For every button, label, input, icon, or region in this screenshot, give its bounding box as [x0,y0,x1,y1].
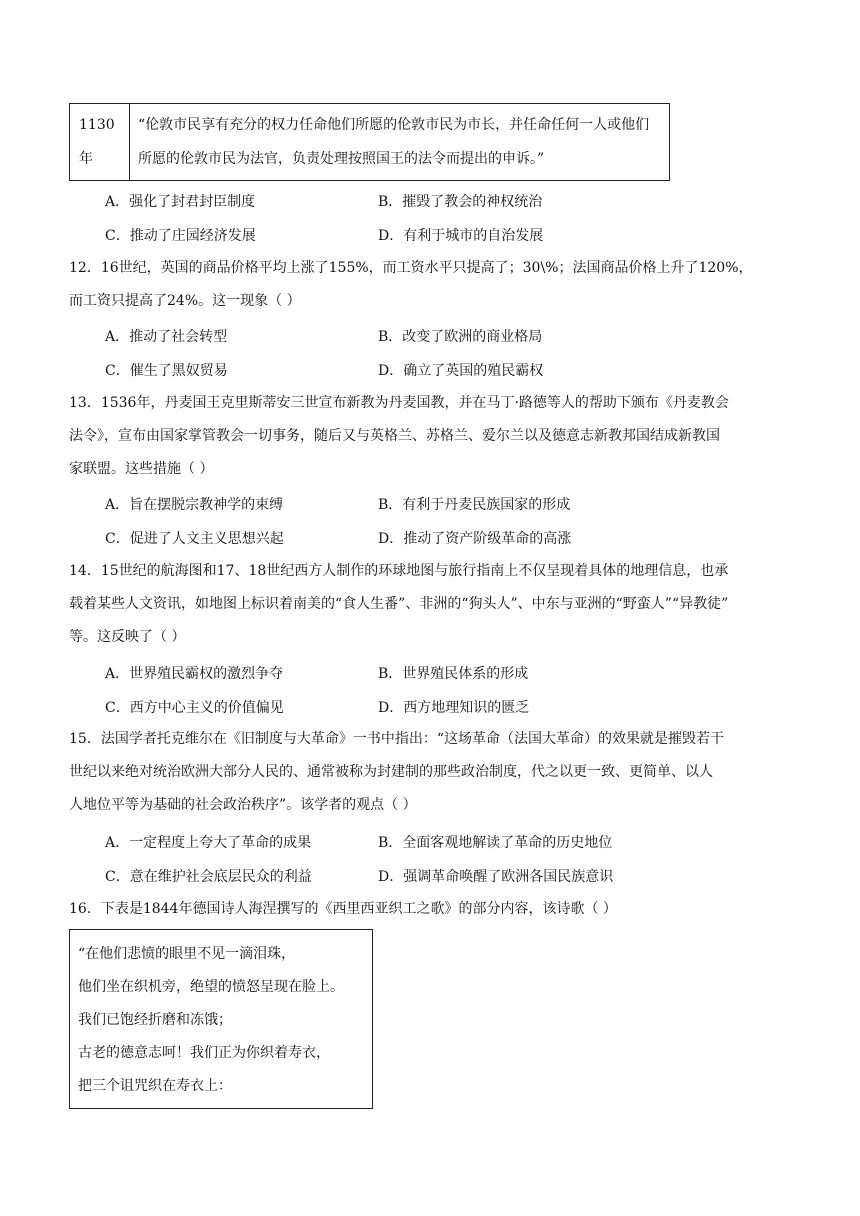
poem-excerpt-box [69,929,373,1109]
question-15-line: 15．法国学者托克维尔在《旧制度与大革命》一书中指出：“这场革命（法国大革命）的效果就是摧毁若干 [69,731,724,747]
q14-option-a[interactable]: A．世界殖民霸权的激烈争夺 [105,666,284,682]
question-12-stem [69,252,789,318]
question-14-stem [69,555,789,654]
q14-option-d[interactable]: D．西方地理知识的匮乏 [378,700,530,716]
question-16-line: 16．下表是1844年德国诗人海涅撰写的《西里西亚织工之歌》的部分内容，该诗歌（ ） [69,901,617,917]
poem-line: 把三个诅咒织在寿衣上： [78,1078,232,1094]
question-13-line: 家联盟。这些措施（ ） [69,461,214,477]
q11-option-b[interactable]: B．摧毁了教会的神权统治 [378,194,543,210]
question-12-line: 12．16世纪，英国的商品价格平均上涨了155%，而工资水平只提高了；30\%；法国商品价格上升了120%， [69,260,753,276]
poem-line: 我们已饱经折磨和冻饿； [78,1012,232,1028]
q12-option-c[interactable]: C．催生了黑奴贸易 [105,363,228,379]
q15-option-c[interactable]: C．意在维护社会底层民众的利益 [105,869,312,885]
poem-line: 他们坐在织机旁，绝望的愤怒呈现在脸上。 [78,979,344,995]
question-13-stem [69,387,789,486]
q13-option-b[interactable]: B．有利于丹麦民族国家的形成 [378,497,571,513]
q13-option-c[interactable]: C．促进了人文主义思想兴起 [105,531,284,547]
question-14-line: 载着某些人文资讯，如地图上标识着南美的“食人生番”、非洲的“狗头人”、中东与亚洲的“野蛮人”“异教徒” [69,596,729,612]
question-15-line: 人地位平等为基础的社会政治秩序”。该学者的观点（ ） [69,797,417,813]
q13-option-d[interactable]: D．推动了资产阶级革命的高涨 [378,531,572,547]
table-quote-cell: “伦敦市民享有充分的权力任命他们所愿的伦敦市民为市长，并任命任何一人或他们所愿的伦敦市民为法官，负责处理按照国王的法令而提出的申诉。” [130,104,670,181]
q14-option-c[interactable]: C．西方中心主义的价值偏见 [105,700,284,716]
question-14-line: 14．15世纪的航海图和17、18世纪西方人制作的环球地图与旅行指南上不仅呈现着具体的地理信息，也承 [69,563,729,579]
question-15-stem [69,723,789,822]
q13-option-a[interactable]: A．旨在摆脱宗教神学的束缚 [105,497,284,513]
q12-option-d[interactable]: D．确立了英国的殖民霸权 [378,363,544,379]
q11-option-d[interactable]: D．有利于城市的自治发展 [378,228,544,244]
question-15-line: 世纪以来绝对统治欧洲大部分人民的、通常被称为封建制的那些政治制度，代之以更一致、更简单、以人 [69,764,713,780]
q15-option-a[interactable]: A．一定程度上夸大了革命的成果 [105,835,312,851]
poem-line: “在他们悲愤的眼里不见一滴泪珠， [78,946,296,962]
q15-option-b[interactable]: B．全面客观地解读了革命的历史地位 [378,835,613,851]
q11-option-a[interactable]: A．强化了封君封臣制度 [105,194,256,210]
q12-option-a[interactable]: A．推动了社会转型 [105,329,228,345]
question-13-line: 法令》，宣布由国家掌管教会一切事务，随后又与英格兰、苏格兰、爱尔兰以及德意志新教邦国结成新教国 [69,428,720,444]
table-year-cell: 1130年 [70,104,130,181]
q14-option-b[interactable]: B．世界殖民体系的形成 [378,666,529,682]
question-14-line: 等。这反映了（ ） [69,629,186,645]
q11-option-c[interactable]: C．推动了庄园经济发展 [105,228,256,244]
poem-line: 古老的德意志呵！我们正为你织着寿衣， [78,1045,330,1061]
question-12-line: 而工资只提高了24%。这一现象（ ） [69,293,301,309]
question-16-stem [69,893,789,926]
q15-option-d[interactable]: D．强调革命唤醒了欧洲各国民族意识 [378,869,614,885]
source-table-1130 [69,103,670,181]
question-13-line: 13．1536年，丹麦国王克里斯蒂安三世宣布新教为丹麦国教，并在马丁·路德等人的帮助下颁布《丹麦教会 [69,395,729,411]
q12-option-b[interactable]: B．改变了欧洲的商业格局 [378,329,543,345]
